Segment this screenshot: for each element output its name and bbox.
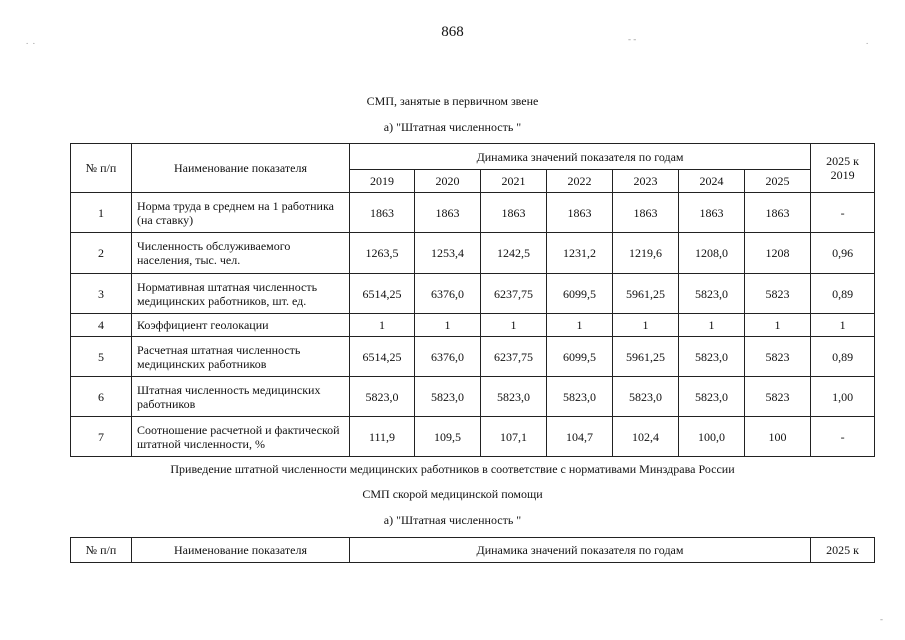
value-cell: 6376,0 xyxy=(415,274,481,314)
value-cell: 6237,75 xyxy=(481,274,547,314)
ratio-cell: - xyxy=(811,417,875,457)
value-cell: 5823,0 xyxy=(350,377,415,417)
ratio-cell: 0,89 xyxy=(811,274,875,314)
year-header-cell: 2020 xyxy=(415,170,481,193)
table-row xyxy=(71,233,875,274)
ratio-cell: - xyxy=(811,193,875,233)
value-cell: 1253,4 xyxy=(415,233,481,274)
value-cell: 1 xyxy=(745,314,811,337)
header-dynamics: Динамика значений показателя по годам xyxy=(350,144,811,170)
value-cell: 1863 xyxy=(350,193,415,233)
value-cell: 5823,0 xyxy=(613,377,679,417)
value-cell: 6514,25 xyxy=(350,274,415,314)
header-name: Наименование показателя xyxy=(132,144,350,193)
ratio-cell: 0,89 xyxy=(811,337,875,377)
indicator-name: Штатная численность медицинских работников xyxy=(132,377,350,417)
scan-speck: . xyxy=(866,36,869,46)
page-number: 868 xyxy=(441,24,464,40)
value-cell: 1863 xyxy=(481,193,547,233)
scan-speck: . . xyxy=(26,36,35,46)
table-row xyxy=(71,314,875,337)
value-cell: 5961,25 xyxy=(613,274,679,314)
header-dynamics: Динамика значений показателя по годам xyxy=(350,538,811,563)
value-cell: 1 xyxy=(613,314,679,337)
value-cell: 5823,0 xyxy=(679,274,745,314)
indicator-name: Коэффициент геолокации xyxy=(132,314,350,337)
section2-title: СМП скорой медицинской помощи xyxy=(362,487,543,501)
value-cell: 6099,5 xyxy=(547,274,613,314)
value-cell: 1 xyxy=(547,314,613,337)
scan-speck: - - xyxy=(628,34,637,44)
value-cell: 1208,0 xyxy=(679,233,745,274)
value-cell: 5823,0 xyxy=(415,377,481,417)
indicator-name: Норма труда в среднем на 1 работника (на ставку) xyxy=(132,193,350,233)
value-cell: 1863 xyxy=(547,193,613,233)
row-number: 4 xyxy=(71,314,132,337)
year-header-cell: 2023 xyxy=(613,170,679,193)
value-cell: 1 xyxy=(679,314,745,337)
section1-title: СМП, занятые в первичном звене xyxy=(366,94,539,108)
ratio-cell: 1 xyxy=(811,314,875,337)
value-cell: 1208 xyxy=(745,233,811,274)
row-number: 3 xyxy=(71,274,132,314)
indicator-name: Расчетная штатная численность медицинских работников xyxy=(132,337,350,377)
value-cell: 5961,25 xyxy=(613,337,679,377)
value-cell: 1863 xyxy=(415,193,481,233)
value-cell: 107,1 xyxy=(481,417,547,457)
value-cell: 5823 xyxy=(745,274,811,314)
scan-speck: - xyxy=(880,614,883,624)
value-cell: 1 xyxy=(415,314,481,337)
row-number: 7 xyxy=(71,417,132,457)
regulation-note: Приведение штатной численности медицинских работников в соответствие с нормативами Минздрава России xyxy=(170,462,735,476)
table-row xyxy=(71,337,875,377)
value-cell: 1863 xyxy=(613,193,679,233)
header-ratio: 2025 к 2019 xyxy=(811,144,875,193)
value-cell: 6099,5 xyxy=(547,337,613,377)
year-header-cell: 2025 xyxy=(745,170,811,193)
table-row xyxy=(71,274,875,314)
indicator-name: Соотношение расчетной и фактической штатной численности, % xyxy=(132,417,350,457)
value-cell: 6376,0 xyxy=(415,337,481,377)
staffing-table-emergency xyxy=(70,537,875,563)
value-cell: 6514,25 xyxy=(350,337,415,377)
value-cell: 5823 xyxy=(745,377,811,417)
table-row xyxy=(71,377,875,417)
year-header-cell: 2024 xyxy=(679,170,745,193)
header-num: № п/п xyxy=(71,144,132,193)
value-cell: 102,4 xyxy=(613,417,679,457)
value-cell: 5823,0 xyxy=(481,377,547,417)
value-cell: 100,0 xyxy=(679,417,745,457)
value-cell: 5823,0 xyxy=(679,337,745,377)
value-cell: 5823 xyxy=(745,337,811,377)
table-body xyxy=(71,193,875,457)
section2-subtitle: а) "Штатная численность " xyxy=(383,513,522,527)
value-cell: 1863 xyxy=(679,193,745,233)
value-cell: 1863 xyxy=(745,193,811,233)
staffing-table-primary xyxy=(70,143,875,457)
value-cell: 1242,5 xyxy=(481,233,547,274)
value-cell: 5823,0 xyxy=(547,377,613,417)
section1-subtitle: а) "Штатная численность " xyxy=(383,120,522,134)
header-name: Наименование показателя xyxy=(132,538,350,563)
value-cell: 1231,2 xyxy=(547,233,613,274)
value-cell: 104,7 xyxy=(547,417,613,457)
value-cell: 5823,0 xyxy=(679,377,745,417)
header-ratio: 2025 к xyxy=(811,538,875,563)
header-num: № п/п xyxy=(71,538,132,563)
table-row xyxy=(71,417,875,457)
value-cell: 1219,6 xyxy=(613,233,679,274)
row-number: 1 xyxy=(71,193,132,233)
value-cell: 1263,5 xyxy=(350,233,415,274)
indicator-name: Численность обслуживаемого населения, тыс. чел. xyxy=(132,233,350,274)
value-cell: 100 xyxy=(745,417,811,457)
row-number: 6 xyxy=(71,377,132,417)
value-cell: 1 xyxy=(350,314,415,337)
row-number: 5 xyxy=(71,337,132,377)
ratio-cell: 0,96 xyxy=(811,233,875,274)
row-number: 2 xyxy=(71,233,132,274)
year-header-cell: 2021 xyxy=(481,170,547,193)
ratio-cell: 1,00 xyxy=(811,377,875,417)
value-cell: 111,9 xyxy=(350,417,415,457)
value-cell: 109,5 xyxy=(415,417,481,457)
value-cell: 1 xyxy=(481,314,547,337)
value-cell: 6237,75 xyxy=(481,337,547,377)
indicator-name: Нормативная штатная численность медицинских работников, шт. ед. xyxy=(132,274,350,314)
year-header-cell: 2019 xyxy=(350,170,415,193)
table-row xyxy=(71,193,875,233)
year-header-cell: 2022 xyxy=(547,170,613,193)
